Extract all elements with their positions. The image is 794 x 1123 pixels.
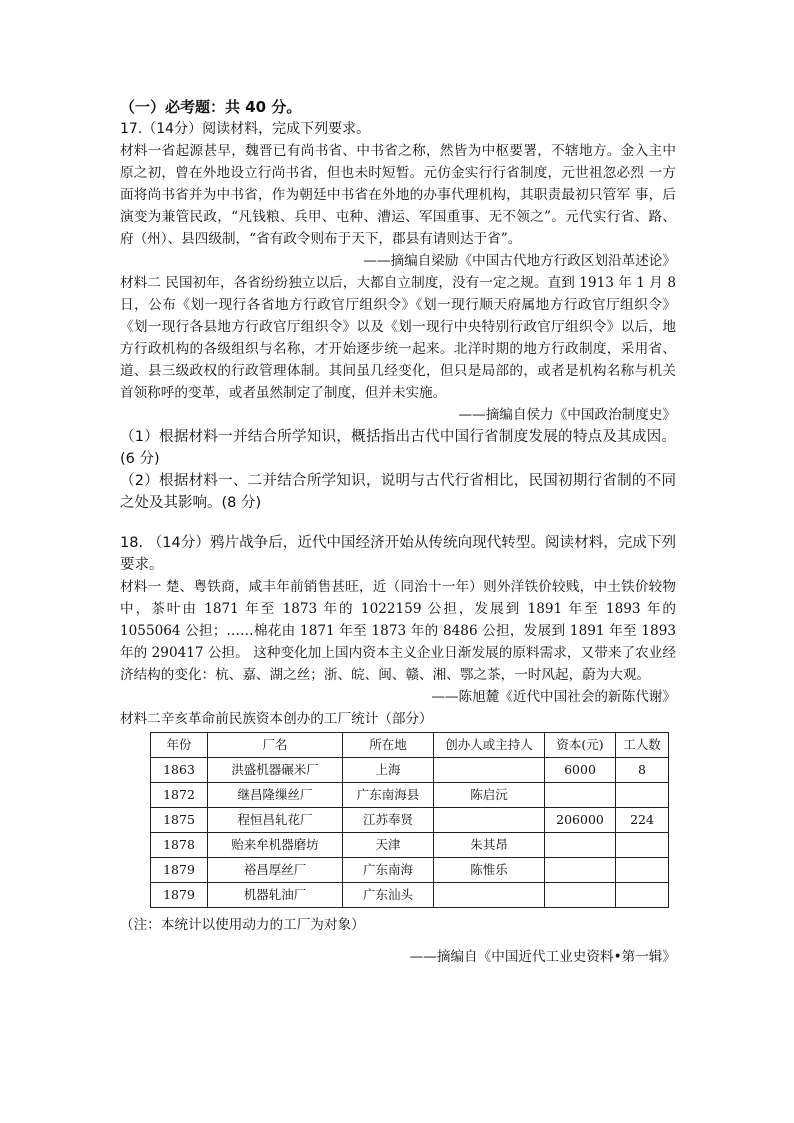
q18-source-1: ——陈旭麓《近代中国社会的新陈代谢》 <box>431 689 676 705</box>
factory-statistics-table <box>150 732 669 908</box>
cell-workers: 224 <box>616 808 669 833</box>
cell-year: 1872 <box>151 783 208 808</box>
question-18-heading: 18. （14分）鸦片战争后，近代中国经济开始从传统向现代转型。阅读材料，完成下列要求。 <box>120 535 676 573</box>
cell-factory-name: 贻来牟机器磨坊 <box>208 833 343 858</box>
spacer <box>120 514 676 532</box>
q18-source-2: ——摘编自《中国近代工业史资料•第一辑》 <box>409 949 676 965</box>
cell-capital: 206000 <box>545 808 616 833</box>
cell-factory-name: 裕昌厚丝厂 <box>208 858 343 883</box>
cell-location: 广东南海县 <box>343 783 434 808</box>
cell-factory-name: 继昌隆缫丝厂 <box>208 783 343 808</box>
header-founder: 创办人或主持人 <box>434 733 545 758</box>
cell-founder: 陈惟乐 <box>434 858 545 883</box>
cell-factory-name: 洪盛机器碾米厂 <box>208 758 343 783</box>
table-row <box>151 808 669 833</box>
cell-capital <box>545 833 616 858</box>
question-17-heading: 17.（14分）阅读材料，完成下列要求。 <box>120 121 371 137</box>
header-year: 年份 <box>151 733 208 758</box>
header-factory-name: 厂名 <box>208 733 343 758</box>
table-row <box>151 783 669 808</box>
cell-location: 上海 <box>343 758 434 783</box>
cell-founder: 朱其昂 <box>434 833 545 858</box>
q17-sub-question-1: （1）根据材料一并结合所学知识，概括指出古代中国行省制度发展的特点及其成因。(6 分) <box>120 429 676 467</box>
cell-workers <box>616 833 669 858</box>
cell-year: 1879 <box>151 858 208 883</box>
cell-workers <box>616 783 669 808</box>
table-header-row <box>151 733 669 758</box>
table-note: （注：本统计以使用动力的工厂为对象） <box>120 917 365 933</box>
header-location: 所在地 <box>343 733 434 758</box>
exam-page <box>120 96 676 968</box>
cell-capital: 6000 <box>545 758 616 783</box>
table-row <box>151 883 669 908</box>
header-workers: 工人数 <box>616 733 669 758</box>
q18-table-title: 材料二辛亥革命前民族资本创办的工厂统计（部分） <box>120 711 433 727</box>
cell-capital <box>545 883 616 908</box>
cell-factory-name: 机器轧油厂 <box>208 883 343 908</box>
cell-workers <box>616 883 669 908</box>
cell-founder <box>434 883 545 908</box>
q17-material-2: 材料二 民国初年，各省纷纷独立以后，大都自立制度，没有一定之规。直到 1913 年 1 月 8 日，公布《划一现行各省地方行政官厅组织令》《划一现行顺天府属地方行政官厅组织令》《划一现行各县地方行政官厅组织令》以及《划一现行中央特别行政官厅组织令》以后，地方行政机构的各级组织与名称，才开始逐步统一起来。北洋时期的地方行政制度，采用省、道、县三级政权的行政管理体制。其间虽几经变化，但只是局部的，或者是机构名称与机关首领称呼的变革，或者虽然制定了制度，但并未实施。 <box>120 275 676 401</box>
cell-year: 1879 <box>151 883 208 908</box>
cell-year: 1878 <box>151 833 208 858</box>
table-row <box>151 858 669 883</box>
cell-founder <box>434 808 545 833</box>
cell-location: 天津 <box>343 833 434 858</box>
cell-capital <box>545 858 616 883</box>
q17-sub-question-2: （2）根据材料一、二并结合所学知识，说明与古代行省相比，民国初期行省制的不同之处及其影响。(8 分) <box>120 473 676 511</box>
cell-workers <box>616 858 669 883</box>
header-capital: 资本(元) <box>545 733 616 758</box>
cell-factory-name: 程恒昌轧花厂 <box>208 808 343 833</box>
cell-year: 1875 <box>151 808 208 833</box>
q18-material-1: 材料一 楚、粤铁商，咸丰年前销售甚旺，近（同治十一年）则外洋铁价较贱，中土铁价较物中，茶叶由 1871 年至 1873 年的 1022159 公担，发展到 1891 年至 1893 年的 1055064 公担；……棉花由 1871 年至 1873 年的 8486 公担，发展到 1891 年至 1893 年的 290417 公担。 这种变化加上国内资本主义企业日渐发展的原料需求，又带来了农业经济结构的变化：杭、嘉、湖之丝；浙、皖、闽、赣、湘、鄂之茶，一时风起，蔚为大观。 <box>120 579 676 683</box>
cell-founder: 陈启沅 <box>434 783 545 808</box>
cell-location: 江苏奉贤 <box>343 808 434 833</box>
section-title: （一）必考题：共 40 分。 <box>120 98 302 116</box>
cell-founder <box>434 758 545 783</box>
cell-workers: 8 <box>616 758 669 783</box>
table-row <box>151 758 669 783</box>
q17-source-2: ——摘编自侯力《中国政治制度史》 <box>458 407 676 423</box>
q17-material-1: 材料一省起源甚早，魏晋已有尚书省、中书省之称，然皆为中枢要署，不辖地方。金入主中原之初，曾在外地设立行尚书省，但也未时短暂。元仿金实行行省制度，元世祖忽必烈 一方面将尚书省并为中书省，作为朝廷中书省在外地的办事代理机构，其职责最初只管军 事，后演变为兼管民政，“凡钱粮、兵甲、屯种、漕运、军国重事、无不领之”。元代实行省、路、 府（州）、县四级制，“省有政令则布于天下，郡县有请则达于省”。 <box>120 143 676 247</box>
cell-location: 广东南海 <box>343 858 434 883</box>
cell-location: 广东汕头 <box>343 883 434 908</box>
cell-year: 1863 <box>151 758 208 783</box>
cell-capital <box>545 783 616 808</box>
q17-source-1: ——摘编自梁励《中国古代地方行政区划沿革述论》 <box>363 253 676 269</box>
table-row <box>151 833 669 858</box>
